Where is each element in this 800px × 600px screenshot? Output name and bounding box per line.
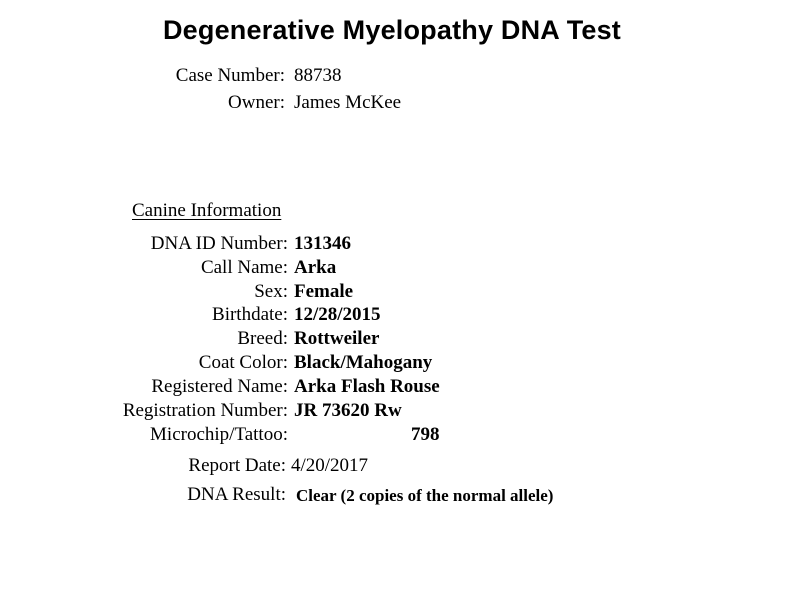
- registration-number-label: Registration Number:: [122, 400, 288, 421]
- microchip-tattoo-value: 798: [411, 424, 440, 445]
- call-name-label: Call Name:: [200, 257, 288, 278]
- birthdate-label: Birthdate:: [212, 304, 288, 325]
- dna-result-label: DNA Result:: [187, 484, 286, 505]
- registered-name-value: Arka Flash Rouse: [294, 376, 440, 397]
- registered-name-label: Registered Name:: [151, 376, 288, 397]
- dna-id-value: 131346: [294, 233, 351, 254]
- coat-color-label: Coat Color:: [198, 352, 288, 373]
- dna-id-label: DNA ID Number:: [150, 233, 288, 254]
- case-number-label: Case Number:: [175, 65, 285, 86]
- call-name-value: Arka: [294, 257, 337, 278]
- sex-value: Female: [294, 281, 354, 302]
- report-date-value: 4/20/2017: [291, 455, 369, 476]
- microchip-tattoo-label: Microchip/Tattoo:: [150, 424, 288, 445]
- owner-label: Owner:: [228, 92, 285, 113]
- coat-color-value: Black/Mahogany: [294, 352, 433, 373]
- owner-value: James McKee: [294, 92, 402, 113]
- registration-number-value: JR 73620 Rw: [294, 400, 402, 421]
- canine-information-heading: Canine Information: [132, 200, 282, 221]
- case-number-value: 88738: [294, 65, 342, 86]
- document-title: Degenerative Myelopathy DNA Test: [162, 15, 622, 45]
- birthdate-value: 12/28/2015: [294, 304, 381, 325]
- breed-label: Breed:: [237, 328, 288, 349]
- report-date-label: Report Date:: [188, 455, 286, 476]
- breed-value: Rottweiler: [294, 328, 380, 349]
- dna-result-value: Clear (2 copies of the normal allele): [296, 486, 554, 505]
- sex-label: Sex:: [254, 281, 288, 302]
